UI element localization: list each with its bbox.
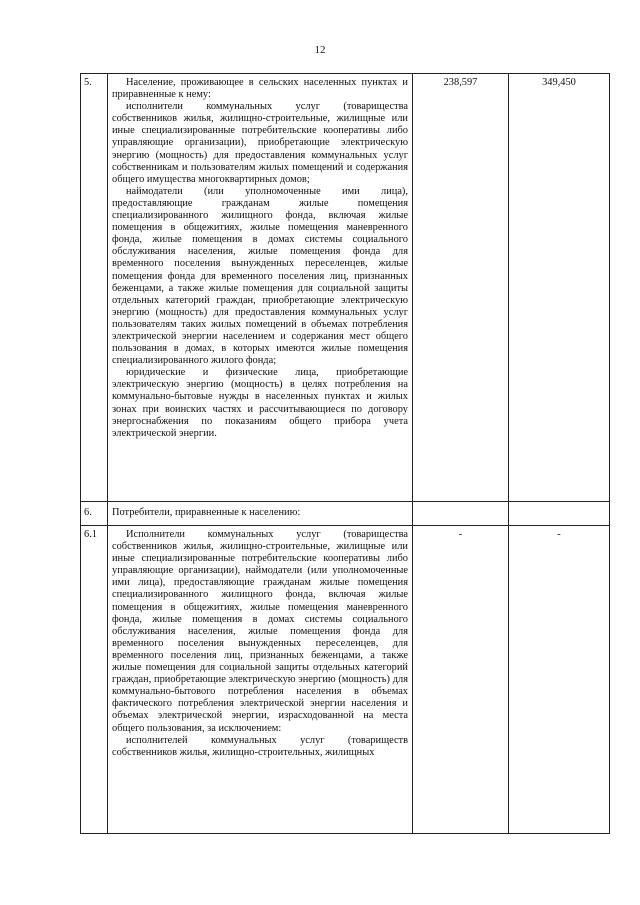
paragraph: Население, проживающее в сельских населенных пунктах и приравненные к нему: [112,77,408,101]
paragraph: Потребители, приравненные к населению: [112,507,301,519]
value-cell-2: 349,450 [509,74,610,502]
row-description [108,526,413,834]
paragraph: наймодатели (или уполномоченные ими лица), предоставляющие гражданам жилые помещения специализированного жилищного фонда, включая жилые помещения в общежитиях, жилые помещения маневренного фонда, жилые помещения в домах системы социального обслуживания населения, жилые помещения фонда для временного поселения вынужденных переселенцев, жилые помещения фонда для временного поселения лиц, признанных беженцами, а также жилые помещения для социальной защиты отдельных категорий граждан, приобретающие электрическую энергию (мощность) для предоставления коммунальных услуг пользователям таких жилых помещений в объемах потребления электрической энергии населением и содержания мест общего пользования в домах, в которых имеются жилые помещения специализированного жилого фонда; [112,185,408,367]
paragraph: исполнители коммунальных услуг (товарищества собственников жилья, жилищно-строительные, жилищные или иные специализированные потребительские кооперативы либо управляющие организации), приобретающие электрическую энергию (мощность) для предоставления коммунальных услуг собственникам и пользователям жилых помещений и содержания общего имущества многоквартирных домов; [112,101,408,185]
value-cell-2 [509,502,610,526]
row-number: 5. [81,74,108,502]
row-number: 6.1 [81,526,108,834]
table-row [81,502,610,526]
row-description [108,74,413,502]
paragraph: юридические и физические лица, приобретающие электрическую энергию (мощность) в целях потребления на коммунально-бытовые нужды в населенных пунктах и жилых зонах при воинских частях и рассчитывающиеся по договору энергоснабжения по показаниям общего прибора учета электрической энергии. [112,367,408,439]
value-cell-1: 238,597 [413,74,509,502]
table-row [81,74,610,502]
value-cell-1: - [413,526,509,834]
tariff-table [80,73,610,834]
row-number: 6. [81,502,108,526]
value-cell-1 [413,502,509,526]
value-cell-2: - [509,526,610,834]
page-number: 12 [314,44,326,56]
paragraph: Исполнители коммунальных услуг (товарищества собственников жилья, жилищно-строительные, жилищные или иные специализированные потребительские кооперативы либо управляющие организации), наймодатели (или уполномоченные ими лица), предоставляющие гражданам жилые помещения специализированного жилищного фонда, включая жилые помещения в общежитиях, жилые помещения маневренного фонда, жилые помещения в домах системы социального обслуживания населения, жилые помещения фонда для временного поселения вынужденных переселенцев, для временного поселения лиц, признанных беженцами, а также жилые помещения для социальной защиты отдельных категорий граждан, приобретающие электрическую энергию (мощность) для коммунально-бытового потребления населения в объемах фактического потребления электрической энергии населения и объемах электрической энергии, израсходованной на места общего пользования, за исключением: [112,529,408,734]
paragraph: исполнителей коммунальных услуг (товариществ собственников жилья, жилищно-строительных, жилищных [112,734,408,758]
table-row [81,526,610,834]
row-description [108,502,413,526]
